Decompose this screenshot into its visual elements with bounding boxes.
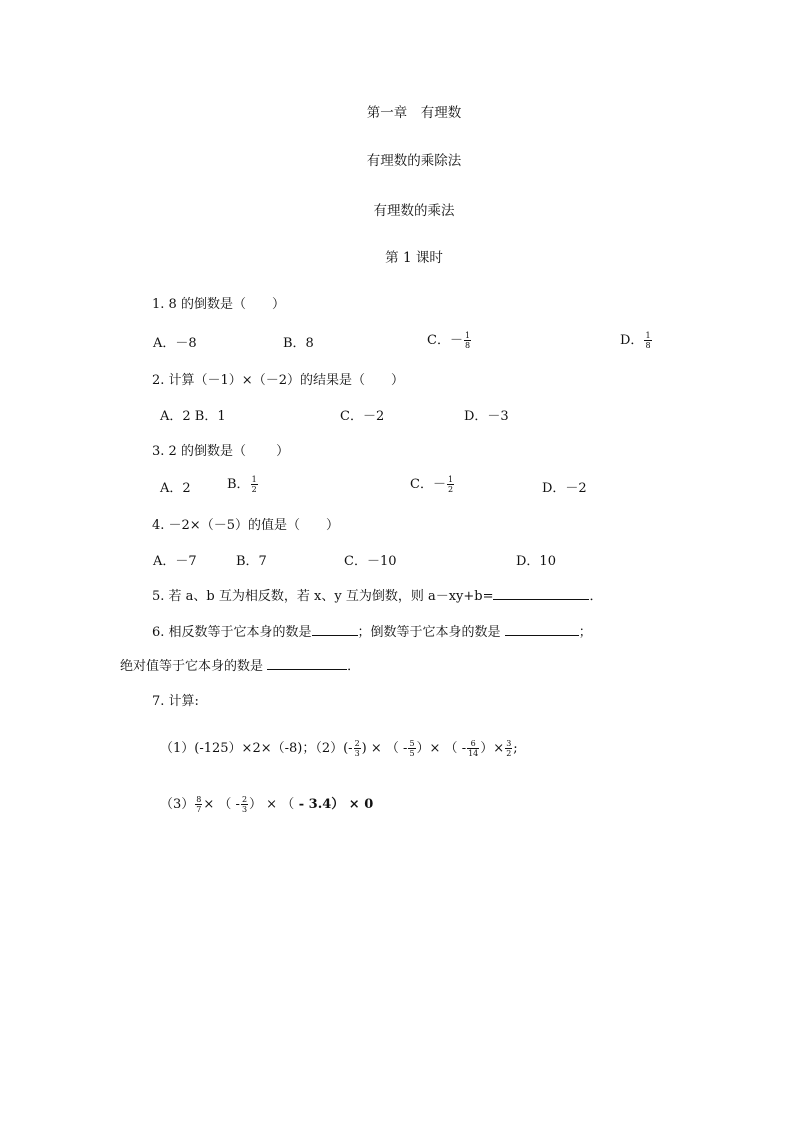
fraction-numerator: 1 (251, 475, 257, 484)
q4-option-a: A．－7 (153, 554, 197, 569)
q3-option-b-fraction (251, 475, 258, 494)
q1-option-c-prefix: C．－ (427, 333, 463, 348)
q7-l2-d: - 3.4） × 0 (294, 797, 374, 812)
q7-fraction-5 (195, 795, 202, 814)
fraction-denominator: 2 (251, 485, 257, 494)
q7-line-2 (160, 793, 373, 814)
question-1-stem: 1. 8 的倒数是（ ） (152, 297, 285, 312)
fraction-numerator: 5 (409, 739, 415, 748)
q6-blank-1[interactable] (312, 623, 358, 636)
fraction-denominator: 8 (464, 341, 471, 350)
q7-l1-b: ) × （ - (361, 741, 408, 756)
q6-blank-2[interactable] (505, 623, 579, 636)
fraction-numerator: 2 (241, 795, 248, 804)
fraction-numerator: 1 (464, 331, 471, 340)
chapter-title: 第一章 有理数 (366, 105, 462, 121)
q3-option-b-prefix: B． (227, 477, 250, 492)
fraction-denominator: 8 (645, 341, 651, 350)
q7-line-1 (160, 737, 518, 758)
question-6-line-2 (120, 655, 360, 674)
q7-fraction-1 (354, 739, 361, 758)
fraction-numerator: 8 (196, 795, 202, 804)
q5-end: ． (589, 589, 603, 604)
q2-option-ab: A．2 B．1 (160, 409, 226, 424)
q1-option-d-prefix: D． (620, 333, 644, 348)
fraction-denominator: 14 (468, 749, 479, 758)
question-3-stem: 3. 2 的倒数是（ ） (152, 444, 290, 459)
section-title: 有理数的乘除法 (366, 153, 462, 169)
q3-option-a: A．2 (160, 481, 191, 496)
fraction-numerator: 2 (354, 739, 360, 748)
q1-option-c-fraction (464, 331, 471, 350)
q5-text: 5. 若 a、b 互为相反数，若 x、y 互为倒数，则 a－xy+b= (152, 589, 494, 604)
q5-answer-blank[interactable] (493, 587, 589, 600)
q7-l1-c: ）× （ - (416, 741, 467, 756)
subsection-title: 有理数的乘法 (373, 203, 455, 219)
q3-option-d: D．－2 (542, 481, 587, 496)
lesson-title: 第 1 课时 (385, 250, 443, 266)
fraction-numerator: 1 (645, 331, 651, 340)
q7-l1-d: ）× (480, 741, 505, 756)
q3-option-c-prefix: C．－ (410, 477, 446, 492)
q7-fraction-3 (467, 739, 479, 758)
q3-option-c-fraction (447, 475, 454, 494)
fraction-denominator: 3 (354, 749, 360, 758)
question-7-stem: 7. 计算: (152, 694, 199, 709)
q7-l2-b: × （ - (203, 797, 240, 812)
q6-part-4: 绝对值等于它本身的数是 (120, 659, 264, 674)
fraction-numerator: 1 (447, 475, 454, 484)
q6-end: ． (347, 659, 361, 674)
fraction-numerator: 3 (506, 739, 512, 748)
q1-option-d (620, 329, 653, 350)
q7-fraction-6 (241, 795, 248, 814)
q1-option-a: A．－8 (153, 336, 197, 351)
question-4-stem: 4. －2×（－5）的值是（ ） (152, 518, 339, 533)
question-6-line-1 (152, 621, 592, 640)
q1-option-d-fraction (644, 331, 651, 350)
question-2-stem: 2. 计算（－1）×（－2）的结果是（ ） (152, 373, 404, 388)
q7-fraction-2 (408, 739, 415, 758)
fraction-denominator: 7 (196, 805, 202, 814)
q6-blank-3[interactable] (267, 657, 347, 670)
q1-option-c (427, 329, 472, 350)
q1-option-b: B．8 (283, 336, 314, 351)
fraction-denominator: 5 (409, 749, 415, 758)
q7-l2-a: （3） (160, 797, 195, 812)
q7-fraction-4 (505, 739, 512, 758)
q7-l1-a: （1）(-125）×2×（-8)；（2）(- (160, 741, 353, 756)
q4-option-b: B．7 (236, 554, 267, 569)
q7-l1-e: ; (513, 741, 518, 756)
q3-option-c (410, 473, 455, 494)
q2-option-c: C．－2 (340, 409, 385, 424)
fraction-numerator: 6 (467, 739, 479, 749)
fraction-denominator: 2 (447, 485, 454, 494)
q6-part-1: 6. 相反数等于它本身的数是 (152, 625, 312, 640)
q6-part-2: ；倒数等于它本身的数是 (357, 625, 501, 640)
q2-option-d: D．－3 (464, 409, 509, 424)
fraction-denominator: 3 (241, 805, 248, 814)
q4-option-c: C．－10 (344, 554, 397, 569)
q7-l2-c: ） × （ (249, 797, 295, 812)
q4-option-d: D．10 (516, 554, 556, 569)
q3-option-b (227, 473, 259, 494)
question-5 (152, 585, 603, 604)
q6-part-3: ； (578, 625, 592, 640)
fraction-denominator: 2 (506, 749, 512, 758)
